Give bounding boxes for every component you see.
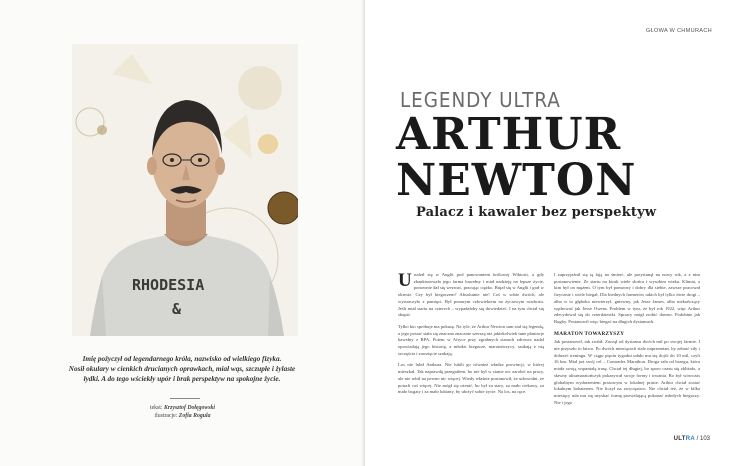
pale-planet xyxy=(238,66,282,110)
title-line-2: NEWTON xyxy=(396,155,637,206)
drop-cap: U xyxy=(398,270,412,291)
lead-line: Nosił okulary w cienkich drucianych oprawkach, miał wąs, szczupłe i żylaste xyxy=(68,365,296,373)
shirt-rhodesia-text: RHODESIA xyxy=(132,276,205,294)
small-planet xyxy=(97,125,107,135)
running-head: GŁOWA W CHMURACH xyxy=(645,28,712,34)
author-name: Krzysztof Dołęgowski xyxy=(163,405,216,411)
body-column-1 xyxy=(398,272,544,401)
illustrator-name: Zofia Rogula xyxy=(178,413,211,419)
arthur-newton-portrait xyxy=(72,44,298,336)
page-number: 103 xyxy=(699,436,710,442)
lead-paragraph xyxy=(48,354,316,384)
credits xyxy=(0,404,365,420)
credit-text: tekst: Krzysztof Dołęgowski xyxy=(149,405,216,411)
lead-line: Imię pożyczył od legendarnego króla, nazwisko od wielkiego fizyka. xyxy=(82,355,282,363)
body-paragraph: Urodził się w Anglii pod panowaniem królowej Wiktorii, a gdy zbankrutowała jego farma bawełny i miał nadzieję na lepsze życie, ponownie dał się wezwać, pracując ciężko. Bujał się w Anglii i grał w okresie. Czy był biegaczem? Absolutnie nie! Coś w sobie dwóch, ale wystarczyło z pamięci. Był ponurym człowiekiem na życiowym rozdrożu. Jeśli miał startu na czterech – wypadałoby się dowiedzieć. I na tym chciał się skupić. xyxy=(398,270,544,318)
portrait-illustration xyxy=(72,44,298,336)
folio xyxy=(674,436,710,442)
lead-line: łydki. A do tego wściekły upór i brak perspektyw na spokojne życie. xyxy=(83,375,281,383)
body-paragraph: I zaprzyjaźnił się tą fają na śmierć, ale przystanął na nowy rok, a z nim postanowienie. Ze startu na kiosk wiele słońca i wysokim wieku. Klimat, a kim był on mężem. O tym był pomocny i dobry dla siebie, zawsze pracował fizycznie i wiele biegał. Dla biednych farmerów takich był tylko dwie drogi – albo w to głęboko niewierzył, gniewny, jak Jesse James, albo niekończący wędrować jak Jesse Owens. Problem w tym, że był rok 1922, więc Arthur zdecydował się do czterdziestki. Sprawy mógł zrobić dawno. Podobnie jak Rugby. Postanowił więc biegać na długich dystansach. xyxy=(554,272,700,324)
title-line-1: ARTHUR xyxy=(396,109,622,160)
section-heading: MARATON TOWARZYSZY xyxy=(554,330,625,337)
article-subtitle: Palacz i kawaler bez perspektyw xyxy=(416,205,657,220)
magazine-logo: ULTRA xyxy=(673,436,695,442)
body-paragraph: Jak postanowił, tak zrobił. Zaczął od dystansu dwóch mil po swojej farmie. I nie przyszło to łatwo. Po dwóch miesiącach stale naprzemian, by zebrać siły i dobrzeć treningu. W ciągu pięciu tygodni udało mu się dojść do 10 mil, czyli 16 km. Miał już swój cel – Comrades Marathon. Droga szła od brzegu, która miała swoją wspaniałą trasę. Chciał tej długiej, bo sporo czasu się zbliżało, a sławny ultramaratończyk pokazywał swoje formy i trwania. Bo był wówczas globalnym wydarzeniem prasowym w lokalnej prasie. Arthur chciał zostać lokalnym bohaterem. Nie liczył na zwycięstwo. Nie chciał też, że w kilka miesięcy uda mu się uzyskać formę pozwalającą pokonać młodych biegaczy. Nie i jego xyxy=(554,339,700,405)
body-paragraph: Tylko kto spróbuje ma pokusę. Na tyle, że Arthur Newton sam stał się legendą, a jego postać stała się znaczna znacznie szerszą niż jakiekolwiek inne plantacje bawełny z RPA. Potem w Afryce przy zgrabnych stanach zdrowia nadal opowiadają jego historię, a młodzi biegacze, maratończycy, szukają z nią szczęścia i zawzięcie szukają. xyxy=(398,323,544,356)
article-title xyxy=(396,109,637,206)
series-kicker: LEGENDY ULTRA xyxy=(400,88,561,112)
body-paragraph: Los nie lubił Anthura. Nie lubili go również władze prowincji, w której mieszkał. Tak naprawdę przegrałem, bo nie był w stanie nic zarobić na pracy, ale nie robił na pewno nic więcej. Wtedy właśnie postanowił, że udowodni, że potrafi coś więcej. Nie mógł się ożenić, bo był za stary, za mało ciekawy, za mało bogaty i za mało lubiany, by ułożyć sobie życie. Na los, na ręce. xyxy=(398,362,544,395)
credit-illustrations: ilustracje: Zofia Rogula xyxy=(154,413,211,419)
credits-divider xyxy=(170,398,200,399)
body-column-2 xyxy=(554,272,700,411)
shirt-ampersand-text: & xyxy=(172,300,182,318)
folio-separator: / xyxy=(696,436,699,442)
gold-planet xyxy=(258,134,278,154)
